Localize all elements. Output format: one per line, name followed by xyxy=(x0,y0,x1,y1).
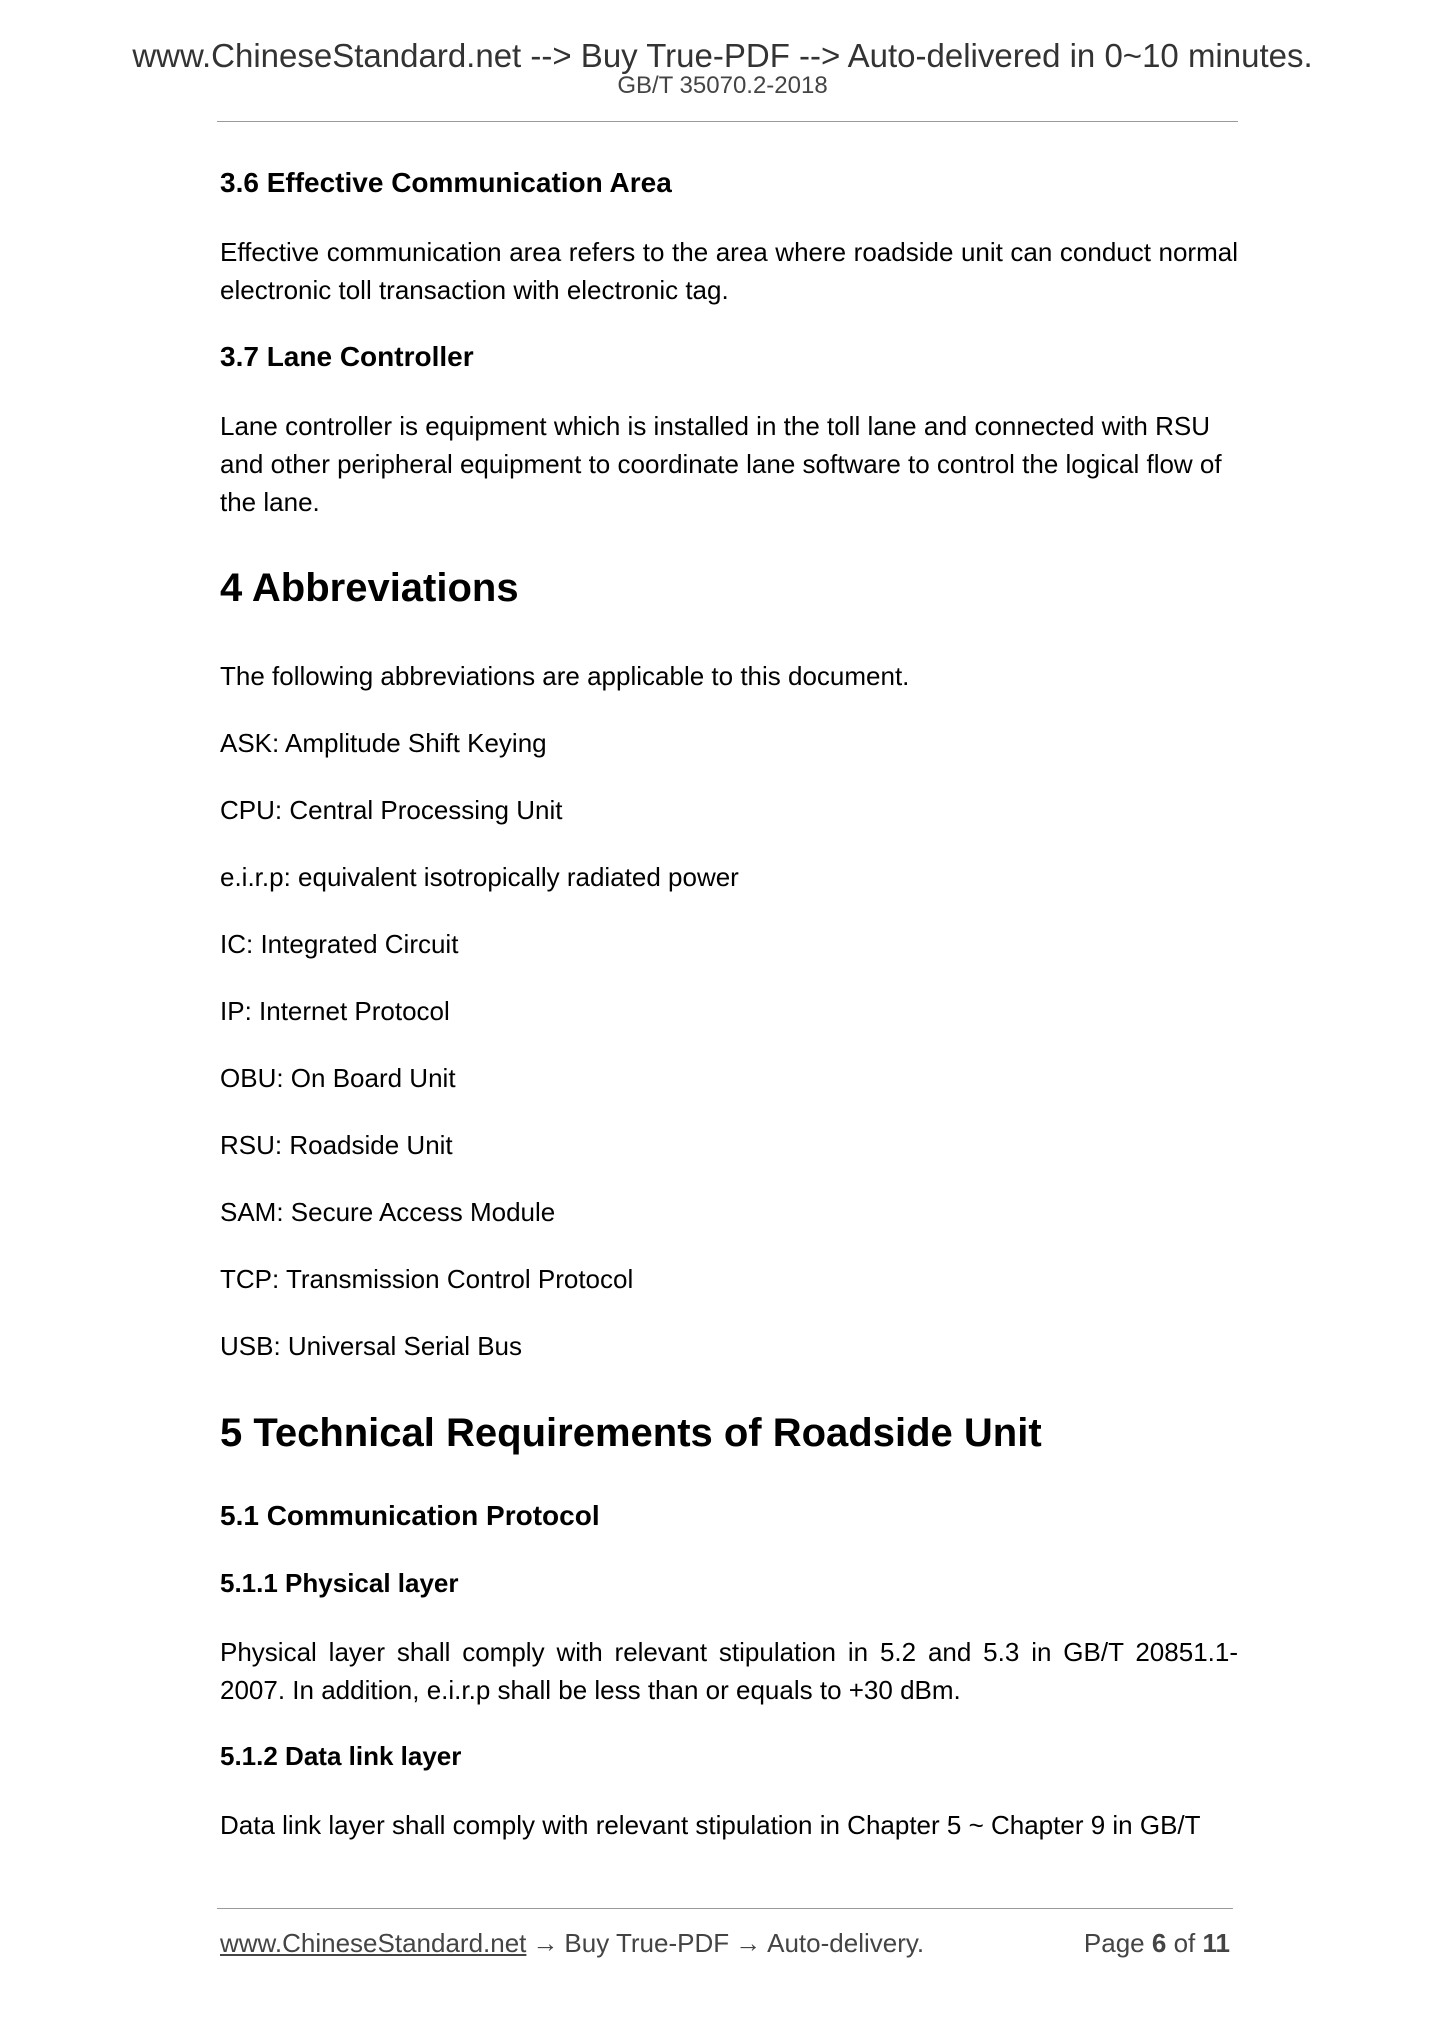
paragraph-5-1-1: Physical layer shall comply with relevant stipulation in 5.2 and 5.3 in GB/T 20851.1-2007. In addition, e.i.r.p shall be less than or equals to +30 dBm. xyxy=(220,1637,1238,1705)
heading-3-7: 3.7 Lane Controller xyxy=(220,341,474,372)
auto-delivery-text: Auto-delivery. xyxy=(767,1928,925,1958)
page-of-label: of xyxy=(1173,1928,1196,1958)
abbreviations-intro: The following abbreviations are applicable to this document. xyxy=(220,661,910,691)
paragraph-3-7: Lane controller is equipment which is installed in the toll lane and connected with RSU and other peripheral equipment to coordinate lane software to control the logical flow of the lane. xyxy=(220,411,1222,517)
abbreviation-item: IP: Internet Protocol xyxy=(220,996,450,1026)
abbreviation-item: CPU: Central Processing Unit xyxy=(220,795,563,825)
abbreviation-item: TCP: Transmission Control Protocol xyxy=(220,1264,634,1294)
abbreviation-item: SAM: Secure Access Module xyxy=(220,1197,556,1227)
paragraph-5-1-2: Data link layer shall comply with relevant stipulation in Chapter 5 ~ Chapter 9 in GB/T xyxy=(220,1810,1201,1840)
heading-5-1: 5.1 Communication Protocol xyxy=(220,1500,600,1531)
arrow-right-icon: → xyxy=(735,1928,762,1958)
abbreviation-item: RSU: Roadside Unit xyxy=(220,1130,453,1160)
page-total: 11 xyxy=(1202,1928,1230,1958)
page-current: 6 xyxy=(1151,1928,1167,1958)
page-footer xyxy=(220,1926,1230,1960)
abbreviation-item: e.i.r.p: equivalent isotropically radiated power xyxy=(220,862,739,892)
heading-5-1-2: 5.1.2 Data link layer xyxy=(220,1741,462,1771)
header-divider xyxy=(217,121,1238,122)
abbreviation-item: OBU: On Board Unit xyxy=(220,1063,456,1093)
footer-left xyxy=(220,1926,924,1960)
buy-true-pdf-text: Buy True-PDF xyxy=(564,1928,730,1958)
heading-3-6: 3.6 Effective Communication Area xyxy=(220,167,672,198)
heading-5-1-1: 5.1.1 Physical layer xyxy=(220,1568,459,1598)
heading-5-technical-requirements: 5 Technical Requirements of Roadside Unit xyxy=(220,1411,1042,1455)
page-indicator xyxy=(1084,1926,1230,1960)
arrow-right-icon: → xyxy=(532,1928,559,1958)
abbreviation-item: IC: Integrated Circuit xyxy=(220,929,459,959)
footer-divider xyxy=(217,1908,1233,1909)
document-code: GB/T 35070.2-2018 xyxy=(617,72,828,99)
abbreviation-item: ASK: Amplitude Shift Keying xyxy=(220,728,547,758)
site-link[interactable]: www.ChineseStandard.net xyxy=(220,1928,527,1958)
top-banner: www.ChineseStandard.net --> Buy True-PDF --> Auto-delivered in 0~10 minutes. xyxy=(132,37,1313,74)
heading-4-abbreviations: 4 Abbreviations xyxy=(220,566,519,610)
paragraph-3-6: Effective communication area refers to the area where roadside unit can conduct normal electronic toll transaction with electronic tag. xyxy=(220,237,1238,305)
page-label: Page xyxy=(1083,1928,1145,1958)
abbreviation-item: USB: Universal Serial Bus xyxy=(220,1331,522,1361)
